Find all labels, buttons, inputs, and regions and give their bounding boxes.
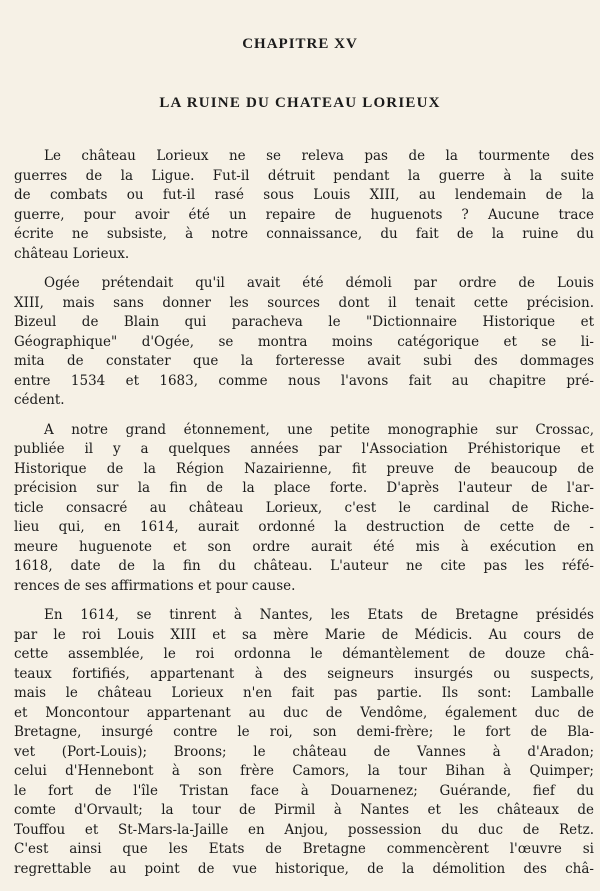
text-line: vet (Port-Louis); Broons; le château de Vannes à d'Aradon; — [14, 743, 594, 760]
text-line: rences de ses affirmations et pour cause. — [14, 577, 296, 594]
text-line: 1618, date de la fin du château. L'auteur ne cite pas les réfé- — [14, 558, 594, 574]
text-line: Ogée prétendait qu'il avait été démoli par ordre de Louis — [44, 275, 594, 291]
paragraph — [14, 606, 594, 879]
text-line: ticle consacré au château Lorieux, c'est le cardinal de Riche- — [14, 499, 594, 516]
text-line: écrite ne subsiste, à notre connaissance, du fait de la ruine du — [14, 226, 594, 242]
text-line: entre 1534 et 1683, comme nous l'avons fait au chapitre pré- — [14, 372, 594, 389]
chapter-title: LA RUINE DU CHATEAU LORIEUX — [159, 95, 441, 111]
text-line: de combats ou fut-il rasé sous Louis XIII, au lendemain de la — [14, 187, 594, 203]
text-line: par le roi Louis XIII et sa mère Marie de Médicis. Au cours de — [14, 626, 594, 643]
text-line: Historique de la Région Nazairienne, fit preuve de beaucoup de — [14, 460, 594, 477]
chapter-heading: CHAPITRE XV — [242, 36, 358, 52]
text-line: teaux fortifiés, appartenant à des seigneurs insurgés ou suspects, — [14, 665, 594, 682]
text-line: mais le château Lorieux n'en fait pas partie. Ils sont: Lamballe — [14, 685, 594, 701]
text-line: En 1614, se tinrent à Nantes, les Etats de Bretagne présidés — [44, 607, 594, 623]
text-line: celui d'Hennebont à son frère Camors, la tour Bihan à Quimper; — [14, 763, 594, 779]
text-line: Bretagne, insurgé contre le roi, son demi-frère; le fort de Bla- — [14, 724, 594, 740]
text-line: regrettable au point de vue historique, de la démolition des châ- — [14, 860, 594, 877]
text-line: publiée il y a quelques années par l'Association Préhistorique et — [14, 441, 594, 457]
paragraph — [14, 147, 594, 264]
text-line: Touffou et St-Mars-la-Jaille en Anjou, possession du duc de Retz. — [14, 821, 594, 838]
text-line: mita de constater que la forteresse avait subi des dommages — [14, 353, 594, 369]
text-line: le fort de l'île Tristan face à Douarnenez; Guérande, fief du — [14, 782, 594, 799]
text-line: et Moncontour appartenant au duc de Vendôme, également duc de — [14, 704, 594, 721]
text-line: comte d'Orvault; la tour de Pirmil à Nantes et les châteaux de — [14, 802, 594, 818]
text-line: meure huguenote et son ordre aurait été mis à exécution en — [14, 538, 594, 555]
text-line: A notre grand étonnement, une petite monographie sur Crossac, — [44, 421, 594, 438]
text-line: Le château Lorieux ne se releva pas de la tourmente des — [44, 148, 594, 164]
text-line: guerres de la Ligue. Fut-il détruit pendant la guerre à la suite — [14, 167, 594, 184]
text-line: cédent. — [14, 392, 65, 408]
text-line: précision sur la fin de la place forte. D'après l'auteur de l'ar- — [14, 480, 594, 496]
text-line: XIII, mais sans donner les sources dont il tenait cette précision. — [14, 294, 594, 311]
paragraph — [14, 421, 594, 597]
text-line: Géographique" d'Ogée, se montra moins catégorique et se li- — [14, 333, 594, 350]
text-line: C'est ainsi que les Etats de Bretagne commencèrent l'œuvre si — [14, 841, 594, 857]
text-line: château Lorieux. — [14, 245, 130, 262]
paragraph — [14, 274, 594, 411]
text-line: cette assemblée, le roi ordonna le démantèlement de douze châ- — [14, 646, 594, 662]
body-text — [14, 147, 594, 889]
text-line: lieu qui, en 1614, aurait ordonné la destruction de cette de - — [14, 519, 594, 535]
text-line: Bizeul de Blain qui paracheva le "Dictionnaire Historique et — [14, 314, 594, 330]
text-line: guerre, pour avoir été un repaire de huguenots ? Aucune trace — [14, 206, 594, 223]
